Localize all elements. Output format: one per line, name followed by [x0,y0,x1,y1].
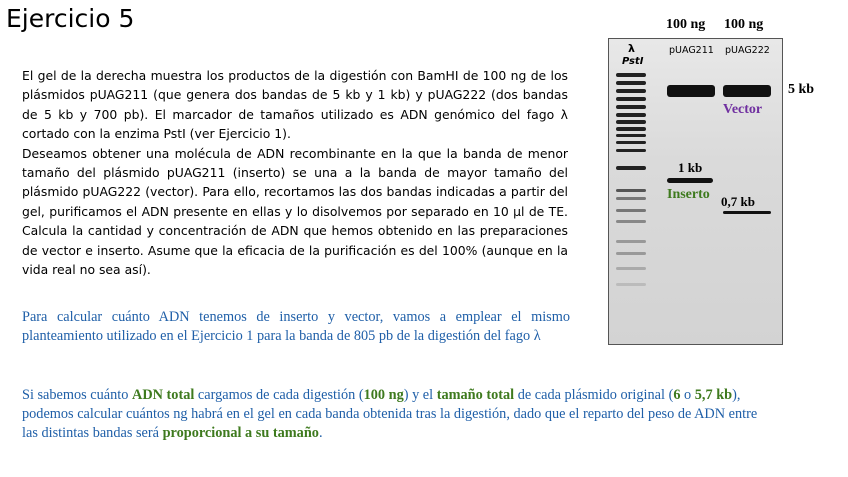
marker-band [616,283,646,286]
band-5kb-puag211 [667,85,715,97]
marker-band [616,149,646,152]
explanation-text: Si sabemos cuánto [22,387,132,403]
marker-band [616,97,646,101]
explanation-text: ) y el [403,387,437,403]
marker-band [616,89,646,93]
marker-band [616,120,646,124]
marker-band [616,134,646,137]
explanation-text-1: Para calcular cuánto ADN tenemos de inserto y vector, vamos a emplear el mismo planteamiento utilizado en el Ejercicio 1 para la banda de 805 pb de la digestión del fago λ [22,309,570,344]
marker-band [616,105,646,109]
marker-band [616,73,646,77]
highlight-tamano-total: tamaño total [436,387,515,403]
lane1-label-psti: PstI [622,56,644,67]
page-title: Ejercicio 5 [6,4,135,33]
band-1kb-inserto [667,178,713,183]
gel-image [608,38,783,345]
label-1kb: 1 kb [678,160,703,175]
marker-band [616,127,646,131]
marker-band [616,189,646,192]
explanation-text: de cada plásmido original ( [514,387,674,403]
problem-paragraph: El gel de la derecha muestra los productos de la digestión con BamHI de 100 ng de los plásmidos pUAG211 (que genera dos bandas de 5 kb y 1 kb) y pUAG222 (dos bandas de 5 kb y 700 pb). El marcador de tamaños utilizado es ADN genómico del fago λ cortado con la enzima PstI (ver Ejercicio 1). [22,68,568,142]
band-0-7kb [723,211,771,214]
highlight-proporcional: proporcional a su tamaño [162,425,319,441]
marker-band [616,81,646,85]
highlight-100ng: 100 ng [363,387,404,403]
lane2-amount-label: 100 ng [666,17,706,32]
explanation-text: o [680,387,695,403]
marker-band [616,267,646,270]
marker-band [616,252,646,255]
explanation-text-2 [22,386,772,443]
lane2-label: pUAG211 [669,45,714,56]
band-5kb-puag222 [723,85,771,97]
marker-band [616,209,646,212]
explanation-text: ), podemos calcular cuántos ng habrá en el gel en cada banda obtenida tras la digestión, dado que el reparto del peso de ADN entre las distintas bandas será [22,387,758,441]
label-vector: Vector [723,102,763,117]
marker-band [616,141,646,144]
marker-band [616,113,646,117]
marker-band [616,166,646,170]
marker-band [616,220,646,223]
lane3-amount-label: 100 ng [724,17,764,32]
marker-band [616,240,646,243]
explanation-text: cargamos de cada digestión ( [194,387,364,403]
problem-paragraph: Deseamos obtener una molécula de ADN recombinante en la que la banda de menor tamaño del plásmido pUAG211 (inserto) se una a la banda de mayor tamaño del plásmido pUAG222 (vector). Para ello, recortamos las dos bandas indicadas a partir del gel, purificamos el ADN presente en ellas y lo disolvemos por separado en 10 µl de TE. Calcula la cantidad y concentración de ADN que hemos obtenido en las preparaciones de vector e inserto. Asume que la eficacia de la purificación es del 100% (aunque en la vida real no sea así). [22,145,568,278]
label-0-7kb: 0,7 kb [721,194,755,209]
label-inserto: Inserto [667,187,710,202]
highlight-5-7kb: 5,7 kb [694,387,733,403]
explanation-text: . [318,425,323,441]
lane1-label-lambda: λ [628,42,635,55]
label-5kb: 5 kb [788,82,815,97]
highlight-6: 6 [673,387,681,403]
marker-band [616,197,646,200]
problem-statement [22,66,568,279]
lane3-label: pUAG222 [725,45,770,56]
highlight-adn-total: ADN total [132,387,195,403]
